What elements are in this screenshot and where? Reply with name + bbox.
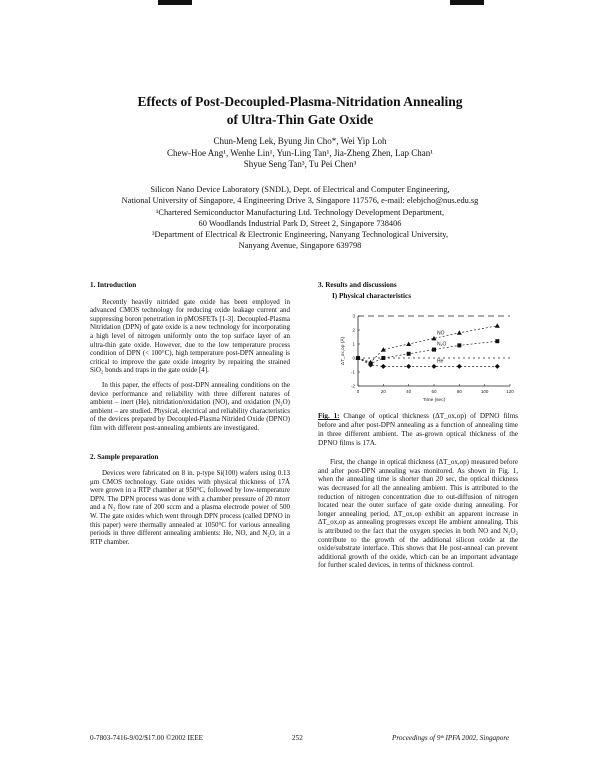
y-tick-label: -1 xyxy=(350,369,355,375)
registration-mark-right xyxy=(450,0,484,5)
series-line-He xyxy=(358,358,497,366)
left-column xyxy=(90,281,290,552)
author-list xyxy=(0,136,600,171)
series-line-N₂O xyxy=(358,341,497,363)
y-axis-label: ΔT_ox,op (Å) xyxy=(341,337,346,366)
x-tick-label: 20 xyxy=(380,389,386,395)
results-paragraph: First, the change in optical thickness (ΔT_ox,op) measured before and after post-DPN annealing was monitored. As shown in Fig. 1, when the annealing time is shorter than 20 sec, the optical thickness was decreased for all the annealing ambient. This is attributed to the reduction of nitrogen concentration due to out-diffusion of nitrogen located near the outer surface of gate oxide during annealing. For longer annealing period, ΔT_ox,op exhibit an apparent increase in ΔT_ox,op as annealing progresses except He ambient annealing. This is attributed to the fact that the oxygen species in both NO and N₂O₂ contribute to the growth of the additional silicon oxide at the oxide/substrate interface. This shows that He post-anneal can prevent additional growth of the oxide, which can be an important advantage for further scaled devices, in terms of thickness control. xyxy=(318,458,518,570)
footer-page-number: 252 xyxy=(292,734,303,742)
paper-title xyxy=(0,93,600,129)
figure-1-label: Fig. 1: xyxy=(318,412,340,421)
x-axis-label: Time (sec) xyxy=(422,398,446,404)
x-tick-label: 100 xyxy=(480,389,489,395)
series-label-NO: NO xyxy=(437,330,445,337)
data-point-He xyxy=(432,364,437,369)
footer-proceedings: Proceedings of 9ᵗʰ IPFA 2002, Singapore xyxy=(392,734,510,742)
affil-line-3: ¹Chartered Semiconductor Manufacturing Ltd. Technology Development Department, xyxy=(155,207,445,217)
data-point-He xyxy=(406,364,411,369)
data-point-N₂O xyxy=(457,344,461,348)
section-heading-sample-preparation: 2. Sample preparation xyxy=(90,452,159,461)
data-point-N₂O xyxy=(407,352,411,356)
y-tick-label: 2 xyxy=(352,327,355,333)
data-point-NO xyxy=(457,330,462,335)
data-point-N₂O xyxy=(381,356,385,360)
chart-axes xyxy=(339,314,514,404)
data-point-NO xyxy=(406,342,411,347)
title-line-1: Effects of Post-Decoupled-Plasma-Nitridation Annealing xyxy=(137,94,463,109)
intro-paragraph-2: In this paper, the effects of post-DPN annealing conditions on the device performance and reliability with three different natures of ambient – inert (He), nitridation/oxidation (NO), and oxidation (N₂O) ambient – are studied. Physical, electrical and reliability characteristics of the devices prepared by Decoupled-Plasma Nitrided Oxide (DPNO) film with different post-annealing ambients are investigated. xyxy=(90,380,290,432)
y-tick-label: 0 xyxy=(352,355,355,361)
data-point-N₂O xyxy=(432,348,436,352)
x-tick-label: 120 xyxy=(506,389,514,395)
data-point-He xyxy=(457,364,462,369)
affil-line-5: ³Department of Electrical & Electronic Engineering, Nanyang Technological University, xyxy=(151,230,449,240)
affil-line-6: Nanyang Avenue, Singapore 639798 xyxy=(238,241,362,251)
intro-paragraph-1: Recently heavily nitrided gate oxide has been employed in advanced CMOS technology for reducing oxide leakage current and suppressing boron penetration in pMOSFETs [1-3]. Decoupled-Plasma Nitridation (DPN) of gate oxide is a new technology for incorporating a high level of nitrogen uniformly onto the top surface layer of an ultra-thin gate oxide. However, due to the low temperature process condition of DPN (< 100°C), high temperature post-DPN annealing is critical to improve the gate oxide integrity by repairing the strained SiO₂ bonds and traps in the gate oxide [4]. xyxy=(90,297,290,375)
section-heading-introduction: 1. Introduction xyxy=(90,281,137,289)
sample-paragraph: Devices were fabricated on 8 in. p-type Si(100) wafers using 0.13 μm CMOS technology. Gate oxides with physical thickness of 17Å were grown in a RTP chamber at 950°C, followed by low-temperature DPN. The DPN process was done with a chamber pressure of 20 mtorr and a N₂ flow rate of 200 sccm and a plasma electrode power of 500 W. The gate oxides which went through DPN process (called DPNO in this paper) were thermally annealed at 1050°C for various annealing periods in three different annealing ambients: He, NO, and N₂O, in a RTP chamber. xyxy=(90,469,290,546)
x-tick-label: 60 xyxy=(431,389,437,395)
authors-line-3: Shyue Seng Tan³, Tu Pei Chen³ xyxy=(243,159,357,169)
footer-copyright: 0-7803-7416-9/02/$17.00 ©2002 IEEE xyxy=(90,734,204,742)
authors-line-1: Chun-Meng Lek, Byung Jin Cho*, Wei Yip Loh xyxy=(213,136,387,146)
series-label-N₂O: N₂O xyxy=(437,341,447,348)
section-heading-results: 3. Results and discussions xyxy=(318,281,397,289)
affil-line-2: National University of Singapore, 4 Engineering Drive 3, Singapore 117576, e-mail: elebjcho@nus.edu.sg xyxy=(121,196,479,206)
subsection-heading-physical: I) Physical characteristics xyxy=(332,291,412,300)
registration-mark-left xyxy=(158,0,192,5)
x-tick-label: 80 xyxy=(456,389,462,395)
authors-line-2: Chew-Hoe Ang¹, Wenhe Lin¹, Yun-Ling Tan¹, Jia-Zheng Zhen, Lap Chan¹ xyxy=(167,147,433,158)
series-line-NO xyxy=(358,326,497,362)
figure-1-caption-text: Change of optical thickness (ΔT_ox,op) of DPNO films before and after post-DPN annealing as a function of annealing time in three different ambient. The as-grown optical thickness of the DPNO films is 17A. xyxy=(318,412,519,448)
data-point-NO xyxy=(495,323,500,328)
x-tick-label: 0 xyxy=(356,389,360,395)
right-column xyxy=(318,281,518,576)
figure-1-chart xyxy=(318,308,518,408)
title-line-2: of Ultra-Thin Gate Oxide xyxy=(226,112,374,127)
affil-line-1: Silicon Nano Device Laboratory (SNDL), Dept. of Electrical and Computer Engineering, xyxy=(150,185,450,194)
y-tick-label: 1 xyxy=(352,341,355,347)
chart-marks xyxy=(356,323,500,369)
series-label-He: He xyxy=(437,358,444,365)
figure-1-caption xyxy=(318,412,518,448)
affiliations xyxy=(0,184,600,252)
affil-line-4: 60 Woodlands Industrial Park D, Street 2, Singapore 738406 xyxy=(198,218,402,228)
x-tick-label: 40 xyxy=(406,389,412,395)
data-point-He xyxy=(495,364,500,369)
y-tick-label: -2 xyxy=(350,383,355,389)
data-point-N₂O xyxy=(495,339,499,343)
y-tick-label: 3 xyxy=(352,313,355,319)
data-point-He xyxy=(381,364,386,369)
